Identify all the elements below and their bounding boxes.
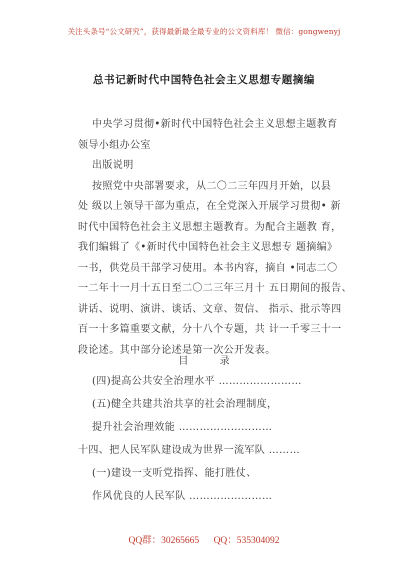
- toc-item: 作风优良的人民军队 ……………………: [92, 491, 273, 502]
- promo-banner: 关注头条号“公文研究”，获得最新最全最专业的公文资料库！ 微信：gongwenyj: [67, 27, 341, 36]
- body-line: 段论述。其中部分论述是第一次公开发表。: [78, 344, 276, 356]
- qq-contact-text: QQ：535304092: [213, 536, 280, 546]
- body-line: 领导小组办公室: [78, 139, 151, 151]
- toc-item: (一)建设一支听党指挥、能打胜仗、: [92, 468, 257, 479]
- body-line: 时代中国特色社会主义思想主题教育。为配合主题教 育，: [78, 221, 342, 233]
- body-line: 我们编辑了《•新时代中国特色社会主义思想专 题摘编》: [78, 242, 338, 253]
- toc-title: 目 录: [178, 356, 244, 367]
- body-line: 处 级以上领导干部为重点，在全党深入开展学习贯彻• 新: [78, 201, 342, 212]
- body-line: 按照党中央部署要求，从二〇二三年四月开始，以县: [92, 180, 332, 192]
- section-heading-preface: 出版说明: [92, 160, 134, 171]
- table-of-contents: [78, 370, 392, 508]
- body-line: 讲话、说明、演讲、谈话、文章、贺信、 指示、批示等四: [78, 303, 342, 315]
- document-title: 总书记新时代中国特色社会主义思想专题摘编: [93, 74, 315, 86]
- toc-chapter: 十四、把人民军队建设成为世界一流军队 ………: [78, 445, 300, 456]
- toc-item: 提升社会治理效能 ………………………: [92, 422, 273, 433]
- toc-item: (四)提高公共安全治理水平 ……………………: [92, 376, 302, 387]
- body-line: 中央学习贯彻•新时代中国特色社会主义思想主题教育: [92, 119, 338, 130]
- body-line: 一二年十一月十五日至二〇二三年三月十 五日期间的报告、: [78, 283, 352, 294]
- qq-group-text: QQ群：30265665: [128, 536, 200, 546]
- body-line: 一书，供党员干部学习使用。本书内容，摘自 •同志二〇: [78, 262, 338, 274]
- contact-footer: [0, 532, 408, 546]
- toc-item: (五)健全共建共治共享的社会治理制度，: [92, 399, 278, 410]
- body-block-org: [78, 115, 392, 361]
- body-line: 百一十多篇重要文献，分十八个专题，共 计一千零三十一: [78, 324, 342, 335]
